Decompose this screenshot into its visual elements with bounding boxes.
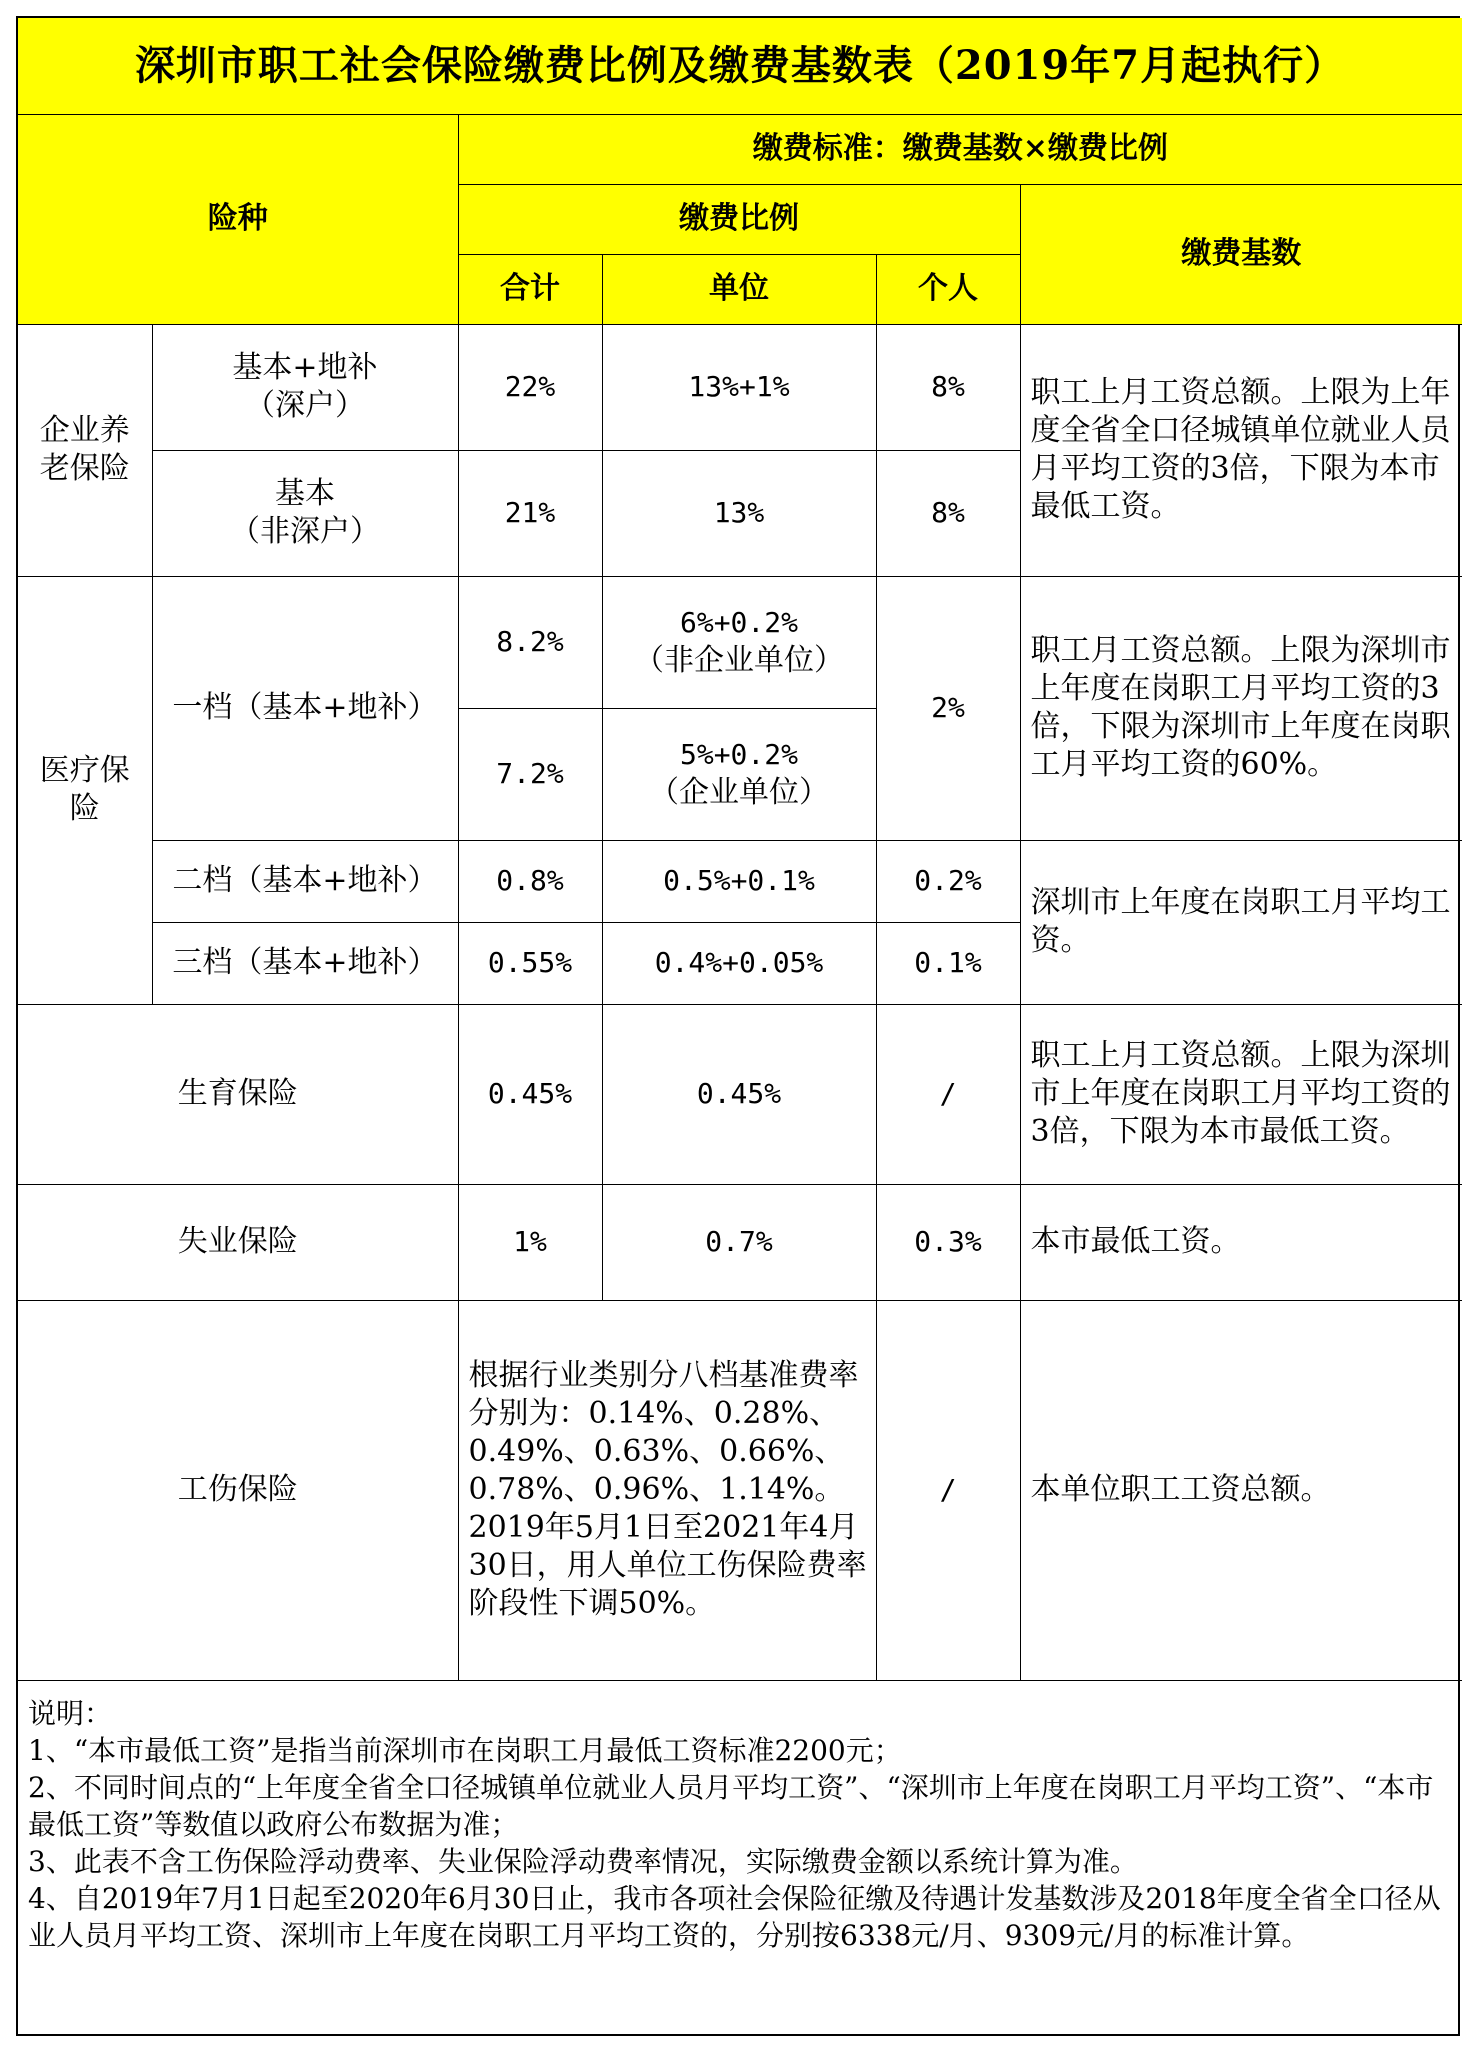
page-title: 深圳市职工社会保险缴费比例及缴费基数表（2019年7月起执行） xyxy=(18,18,1462,114)
pension-nonlocal-unit: 13% xyxy=(602,450,876,576)
pension-sub-nonlocal xyxy=(152,450,458,576)
pension-local-personal: 8% xyxy=(876,324,1020,450)
pension-sub-local xyxy=(152,324,458,450)
medical-tier1-base: 职工月工资总额。上限为深圳市上年度在岗职工月平均工资的3倍，下限为深圳市上年度在岗职工月平均工资的60%。 xyxy=(1020,576,1462,840)
pension-sub-local-line1: 基本+地补 xyxy=(232,350,378,385)
medical-tier3-total: 0.55% xyxy=(458,922,602,1004)
pension-sub-nonlocal-line1: 基本 xyxy=(275,476,335,511)
header-insurance-type: 险种 xyxy=(18,114,458,324)
header-standard: 缴费标准：缴费基数×缴费比例 xyxy=(458,114,1462,184)
unemployment-base: 本市最低工资。 xyxy=(1020,1184,1462,1300)
header-unit: 单位 xyxy=(602,254,876,324)
medical-tier3-personal: 0.1% xyxy=(876,922,1020,1004)
pension-sub-local-line2: （深户） xyxy=(245,388,365,423)
header-personal: 个人 xyxy=(876,254,1020,324)
medical-tier1-nonenterprise-unit xyxy=(602,576,876,708)
pension-base: 职工上月工资总额。上限为上年度全省全口径城镇单位就业人员月平均工资的3倍，下限为本市最低工资。 xyxy=(1020,324,1462,576)
medical-name-line1: 医疗保 xyxy=(39,753,130,788)
pension-name-line1: 企业养 xyxy=(39,413,130,448)
injury-base: 本单位职工工资总额。 xyxy=(1020,1300,1462,1680)
unemployment-total: 1% xyxy=(458,1184,602,1300)
contribution-table xyxy=(18,18,1462,2050)
maternity-personal: / xyxy=(876,1004,1020,1184)
unemployment-personal: 0.3% xyxy=(876,1184,1020,1300)
pension-name xyxy=(18,324,152,576)
maternity-total: 0.45% xyxy=(458,1004,602,1184)
medical-tier1-nonenterprise-unit-line1: 6%+0.2% xyxy=(679,606,798,639)
table-row xyxy=(18,324,1462,450)
medical-name xyxy=(18,576,152,1004)
maternity-base: 职工上月工资总额。上限为深圳市上年度在岗职工月平均工资的3倍，下限为本市最低工资。 xyxy=(1020,1004,1462,1184)
medical-tier2-personal: 0.2% xyxy=(876,840,1020,922)
pension-sub-nonlocal-line2: （非深户） xyxy=(230,514,380,549)
medical-tier3-unit: 0.4%+0.05% xyxy=(602,922,876,1004)
medical-tier3-label: 三档（基本+地补） xyxy=(152,922,458,1004)
note-item: 3、此表不含工伤保险浮动费率、失业保险浮动费率情况，实际缴费金额以系统计算为准。 xyxy=(28,1844,1138,1878)
pension-nonlocal-total: 21% xyxy=(458,450,602,576)
medical-tier1-label: 一档（基本+地补） xyxy=(152,576,458,840)
note-item: 2、不同时间点的“上年度全省全口径城镇单位就业人员月平均工资”、“深圳市上年度在岗职工月平均工资”、“本市最低工资”等数值以政府公布数据为准； xyxy=(28,1770,1434,1841)
medical-tier1-enterprise-total: 7.2% xyxy=(458,708,602,840)
medical-tier1-personal: 2% xyxy=(876,576,1020,840)
table-row xyxy=(18,1300,1462,1680)
header-total: 合计 xyxy=(458,254,602,324)
medical-tier2-label: 二档（基本+地补） xyxy=(152,840,458,922)
medical-tier1-enterprise-unit xyxy=(602,708,876,840)
injury-personal: / xyxy=(876,1300,1020,1680)
pension-name-line2: 老保险 xyxy=(39,451,130,486)
unemployment-unit: 0.7% xyxy=(602,1184,876,1300)
medical-tier1-nonenterprise-total: 8.2% xyxy=(458,576,602,708)
medical-tier1-nonenterprise-unit-line2: （非企业单位） xyxy=(634,643,844,678)
notes-section xyxy=(18,1680,1462,2050)
medical-tier2-total: 0.8% xyxy=(458,840,602,922)
maternity-name: 生育保险 xyxy=(18,1004,458,1184)
pension-local-unit: 13%+1% xyxy=(602,324,876,450)
table-row xyxy=(18,840,1462,922)
social-insurance-sheet xyxy=(16,16,1460,2036)
table-row xyxy=(18,1004,1462,1184)
injury-ratio-text: 根据行业类别分八档基准费率分别为：0.14%、0.28%、0.49%、0.63%、0.66%、0.78%、0.96%、1.14%。2019年5月1日至2021年4月30日，用人单位工伤保险费率阶段性下调50%。 xyxy=(458,1300,876,1680)
note-item: 4、自2019年7月1日起至2020年6月30日止，我市各项社会保险征缴及待遇计发基数涉及2018年度全省全口径从业人员月平均工资、深圳市上年度在岗职工月平均工资的，分别按6338元/月、9309元/月的标准计算。 xyxy=(28,1881,1441,1952)
table-row xyxy=(18,576,1462,708)
maternity-unit: 0.45% xyxy=(602,1004,876,1184)
medical-tier2-unit: 0.5%+0.1% xyxy=(602,840,876,922)
medical-tier1-enterprise-unit-line1: 5%+0.2% xyxy=(679,738,798,771)
pension-nonlocal-personal: 8% xyxy=(876,450,1020,576)
medical-tier1-enterprise-unit-line2: （企业单位） xyxy=(649,775,829,810)
note-item: 1、“本市最低工资”是指当前深圳市在岗职工月最低工资标准2200元； xyxy=(28,1733,902,1767)
header-ratio: 缴费比例 xyxy=(458,184,1020,254)
medical-name-line2: 险 xyxy=(69,791,100,826)
header-base: 缴费基数 xyxy=(1020,184,1462,324)
injury-name: 工伤保险 xyxy=(18,1300,458,1680)
pension-local-total: 22% xyxy=(458,324,602,450)
medical-tier23-base: 深圳市上年度在岗职工月平均工资。 xyxy=(1020,840,1462,1004)
table-row xyxy=(18,1184,1462,1300)
notes-heading: 说明： xyxy=(28,1696,113,1730)
unemployment-name: 失业保险 xyxy=(18,1184,458,1300)
